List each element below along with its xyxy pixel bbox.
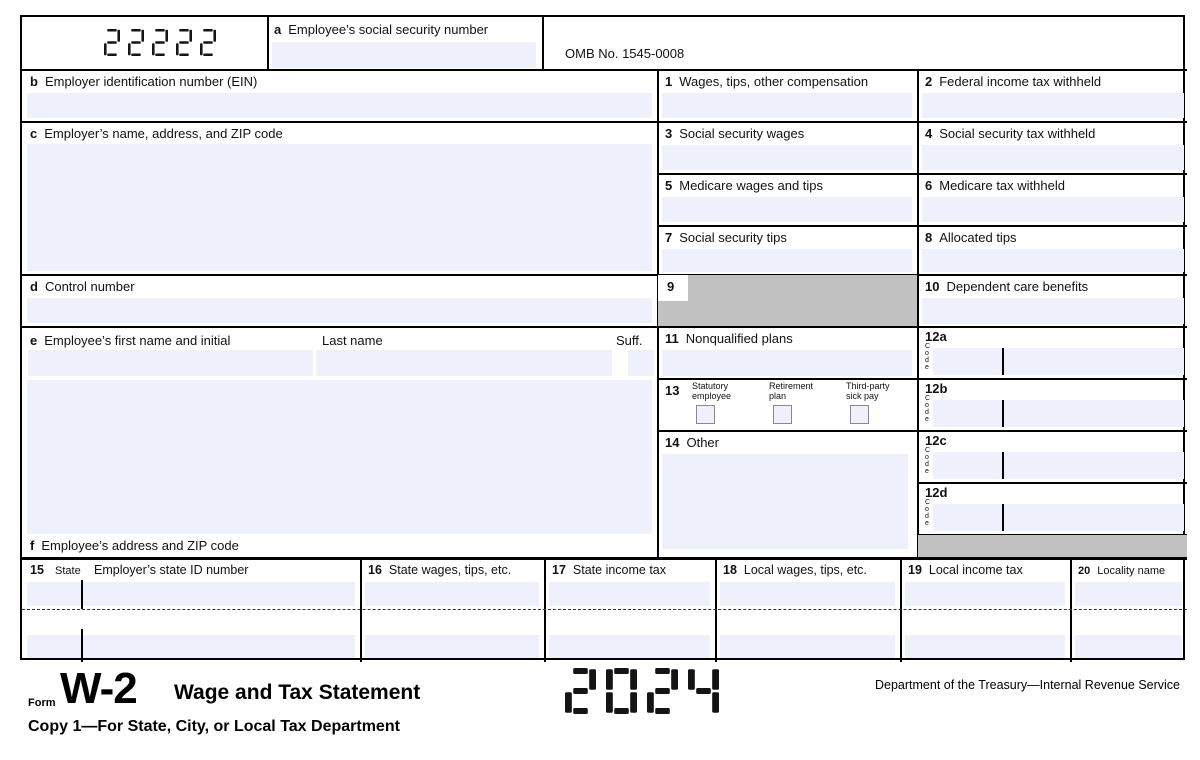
num: 17 xyxy=(552,563,566,577)
box8-field[interactable] xyxy=(922,249,1184,272)
box7-field[interactable] xyxy=(662,249,912,272)
box3-field[interactable] xyxy=(662,145,912,170)
third-party-sick-pay-label xyxy=(846,381,890,401)
form-number: W-2 xyxy=(60,664,137,713)
box14-label xyxy=(665,435,719,450)
box12c-label: 12c xyxy=(925,433,947,448)
grid-line xyxy=(657,378,1187,380)
label-line: Third-party xyxy=(846,381,890,391)
box11-label xyxy=(665,331,793,346)
control-number-field[interactable] xyxy=(27,298,652,323)
box12d-label: 12d xyxy=(925,485,948,500)
box11-field[interactable] xyxy=(662,350,912,376)
form-year xyxy=(565,668,729,719)
form-title: Wage and Tax Statement xyxy=(174,681,421,704)
num: 2 xyxy=(925,74,933,89)
below-12d-disabled-area xyxy=(918,535,1187,557)
label-text: Other xyxy=(686,435,719,450)
box6-label xyxy=(925,178,1065,193)
dashed-row-divider xyxy=(22,609,1187,610)
num: 16 xyxy=(368,563,382,577)
suffix-field[interactable] xyxy=(628,350,654,376)
box7-label xyxy=(665,230,787,245)
num: 6 xyxy=(925,178,933,193)
divider-line xyxy=(1002,452,1004,479)
label-text: Dependent care benefits xyxy=(946,279,1089,294)
box4-label xyxy=(925,126,1095,141)
divider-line xyxy=(267,17,269,69)
label-text: Employer identification number (EIN) xyxy=(44,74,258,89)
label-text: Employee’s address and ZIP code xyxy=(41,538,239,553)
box12d-code-field[interactable] xyxy=(933,504,1002,531)
box10-label xyxy=(925,279,1088,294)
box13-label xyxy=(665,383,686,398)
box-letter: d xyxy=(30,279,38,294)
label-text: Control number xyxy=(44,279,135,294)
num: 19 xyxy=(908,563,922,577)
num: 3 xyxy=(665,126,673,141)
label-line: Retirement xyxy=(769,381,814,391)
box17-label xyxy=(552,563,666,578)
first-name-field[interactable] xyxy=(28,350,313,376)
divider-line xyxy=(1002,400,1004,427)
label-text: Locality name xyxy=(1097,565,1166,577)
box-b-label xyxy=(30,74,257,89)
grid-line xyxy=(22,557,1187,560)
box8-label xyxy=(925,230,1017,245)
code-vertical-label: Code xyxy=(925,395,931,423)
box-letter: e xyxy=(30,333,38,348)
state-income-tax-field-row1[interactable] xyxy=(549,582,710,606)
ein-field[interactable] xyxy=(27,93,652,118)
label-text: Social security tips xyxy=(679,230,787,245)
num: 14 xyxy=(665,435,680,450)
label-text: Social security tax withheld xyxy=(939,126,1096,141)
box19-label xyxy=(908,563,1023,578)
box12c-amount-field[interactable] xyxy=(1003,452,1184,479)
locality-name-field-row1[interactable] xyxy=(1075,582,1182,606)
locality-name-field-row2[interactable] xyxy=(1075,635,1182,658)
state-id-field-row2[interactable] xyxy=(27,635,355,658)
employer-name-address-field[interactable] xyxy=(27,144,652,271)
label-line: plan xyxy=(769,391,787,401)
box1-field[interactable] xyxy=(662,93,912,118)
local-wages-field-row1[interactable] xyxy=(720,582,895,606)
num: 7 xyxy=(665,230,673,245)
box5-label xyxy=(665,178,823,193)
box16-label xyxy=(368,563,511,578)
local-income-tax-field-row1[interactable] xyxy=(905,582,1065,606)
label-line: Statutory xyxy=(692,381,729,391)
num: 5 xyxy=(665,178,673,193)
label-text: Social security wages xyxy=(679,126,805,141)
grid-line xyxy=(657,225,1187,227)
grid-line xyxy=(22,274,1187,276)
grid-line xyxy=(22,69,1187,71)
label-text: Medicare tax withheld xyxy=(939,178,1065,193)
form-code-22222 xyxy=(104,29,224,61)
state-income-tax-field-row2[interactable] xyxy=(549,635,710,658)
label-text: Medicare wages and tips xyxy=(679,178,824,193)
code-vertical-label: Code xyxy=(925,447,931,475)
num: 8 xyxy=(925,230,933,245)
grid-line xyxy=(657,173,1187,175)
grid-line xyxy=(657,430,1187,432)
box9-disabled-area xyxy=(658,275,917,326)
box12b-code-field[interactable] xyxy=(933,400,1002,427)
box12a-label: 12a xyxy=(925,329,947,344)
box6-field[interactable] xyxy=(922,197,1184,222)
box20-label xyxy=(1078,564,1165,579)
box12b-amount-field[interactable] xyxy=(1003,400,1184,427)
grid-line xyxy=(22,326,1187,328)
state-id-field-row1[interactable] xyxy=(27,582,355,606)
box-letter: c xyxy=(30,126,38,141)
state-wages-field-row2[interactable] xyxy=(365,635,539,658)
num: 20 xyxy=(1078,565,1091,577)
divider-line xyxy=(1002,348,1004,375)
w2-form-grid xyxy=(20,15,1185,660)
label-text: State wages, tips, etc. xyxy=(388,563,512,577)
num: 10 xyxy=(925,279,940,294)
box-c-label xyxy=(30,126,283,141)
form-word: Form xyxy=(28,697,56,709)
label-text: Federal income tax withheld xyxy=(939,74,1102,89)
label-text: State income tax xyxy=(572,563,667,577)
box14-field[interactable] xyxy=(662,454,908,549)
box3-label xyxy=(665,126,804,141)
retirement-plan-checkbox[interactable] xyxy=(773,405,792,424)
box5-field[interactable] xyxy=(662,197,912,222)
label-text: Local income tax xyxy=(928,563,1023,577)
box12b-label: 12b xyxy=(925,381,948,396)
local-wages-field-row2[interactable] xyxy=(720,635,895,658)
label-text: Allocated tips xyxy=(939,230,1017,245)
label-line: employee xyxy=(692,391,732,401)
grid-line xyxy=(917,482,1187,484)
state-column-divider xyxy=(81,629,83,662)
state-wages-field-row1[interactable] xyxy=(365,582,539,606)
num: 13 xyxy=(665,383,680,398)
ssn-field[interactable] xyxy=(272,42,536,68)
grid-line xyxy=(917,69,919,557)
last-name-field[interactable] xyxy=(316,350,612,376)
omb-number: OMB No. 1545-0008 xyxy=(565,46,685,61)
box-f-label xyxy=(30,538,239,553)
label-line: sick pay xyxy=(846,391,879,401)
box-letter: b xyxy=(30,74,38,89)
num: 18 xyxy=(723,563,737,577)
num: 9 xyxy=(667,279,675,294)
box-a-label xyxy=(274,22,488,37)
box1-label xyxy=(665,74,868,89)
grid-line xyxy=(22,121,1187,123)
code-vertical-label: Code xyxy=(925,499,931,527)
num: 4 xyxy=(925,126,933,141)
box4-field[interactable] xyxy=(922,145,1184,170)
label-text: Nonqualified plans xyxy=(685,331,793,346)
num: 1 xyxy=(665,74,673,89)
box15-num: 15 xyxy=(30,563,44,577)
box18-label xyxy=(723,563,867,578)
statutory-employee-checkbox[interactable] xyxy=(696,405,715,424)
box10-field[interactable] xyxy=(922,298,1184,324)
state-label: State xyxy=(55,565,81,577)
copy-line: Copy 1—For State, City, or Local Tax Department xyxy=(28,718,400,735)
box9-label xyxy=(667,279,681,294)
statutory-employee-label xyxy=(692,381,731,401)
box12a-code-field[interactable] xyxy=(933,348,1002,375)
local-income-tax-field-row2[interactable] xyxy=(905,635,1065,658)
employee-address-field[interactable] xyxy=(27,380,652,534)
box12d-amount-field[interactable] xyxy=(1003,504,1184,531)
label-text: Employee’s first name and initial xyxy=(44,333,231,348)
box-letter: a xyxy=(274,22,282,37)
label-text: Employee’s social security number xyxy=(288,22,489,37)
box-letter: f xyxy=(30,538,35,553)
box-d-label xyxy=(30,279,135,294)
box12a-amount-field[interactable] xyxy=(1003,348,1184,375)
third-party-sick-pay-checkbox[interactable] xyxy=(850,405,869,424)
code-vertical-label: Code xyxy=(925,343,931,371)
label-text: Wages, tips, other compensation xyxy=(679,74,869,89)
box2-field[interactable] xyxy=(922,93,1184,118)
box-e-label xyxy=(30,333,230,348)
label-text: Employer’s name, address, and ZIP code xyxy=(44,126,283,141)
box2-label xyxy=(925,74,1101,89)
num: 11 xyxy=(665,331,679,346)
retirement-plan-label xyxy=(769,381,813,401)
label-text: Local wages, tips, etc. xyxy=(743,563,867,577)
department-line: Department of the Treasury—Internal Revenue Service xyxy=(874,678,1180,692)
suffix-label: Suff. xyxy=(616,333,643,348)
box12c-code-field[interactable] xyxy=(933,452,1002,479)
divider-line xyxy=(1002,504,1004,531)
last-name-label: Last name xyxy=(322,333,383,348)
divider-line xyxy=(542,17,544,69)
state-column-divider xyxy=(81,580,83,609)
employer-state-id-label: Employer’s state ID number xyxy=(94,563,249,577)
